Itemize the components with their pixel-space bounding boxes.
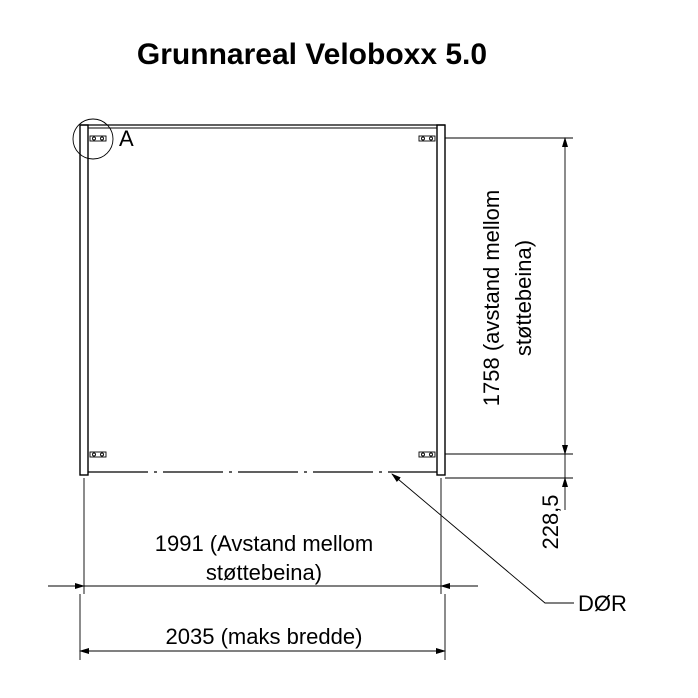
detail-marker-label: A <box>119 126 134 151</box>
inner-width-label-line2: støttebeina) <box>205 560 323 585</box>
depth-dimension <box>445 138 573 454</box>
bolt-detail-bottom-left <box>90 452 106 457</box>
bolt-detail-top-right <box>419 136 435 141</box>
bolt-detail-top-left <box>90 136 106 141</box>
outer-width-label: 2035 (maks bredde) <box>165 624 363 649</box>
bolt-detail-bottom-right <box>419 452 435 457</box>
outer-width-dimension <box>80 594 445 660</box>
box-outline <box>80 125 445 475</box>
right-post <box>437 125 445 475</box>
depth-dimension-label-line2: støttebeina) <box>511 239 536 357</box>
door-label: DØR <box>578 591 627 616</box>
door-offset-label: 228,5 <box>538 494 563 550</box>
page-title: Grunnareal Veloboxx 5.0 <box>136 38 488 71</box>
door-leader <box>392 474 627 616</box>
inner-width-label-line1: 1991 (Avstand mellom <box>154 531 374 556</box>
depth-dimension-label-line1: 1758 (avstand mellom <box>479 189 504 407</box>
inner-width-dimension <box>48 478 478 594</box>
left-post <box>80 125 88 475</box>
